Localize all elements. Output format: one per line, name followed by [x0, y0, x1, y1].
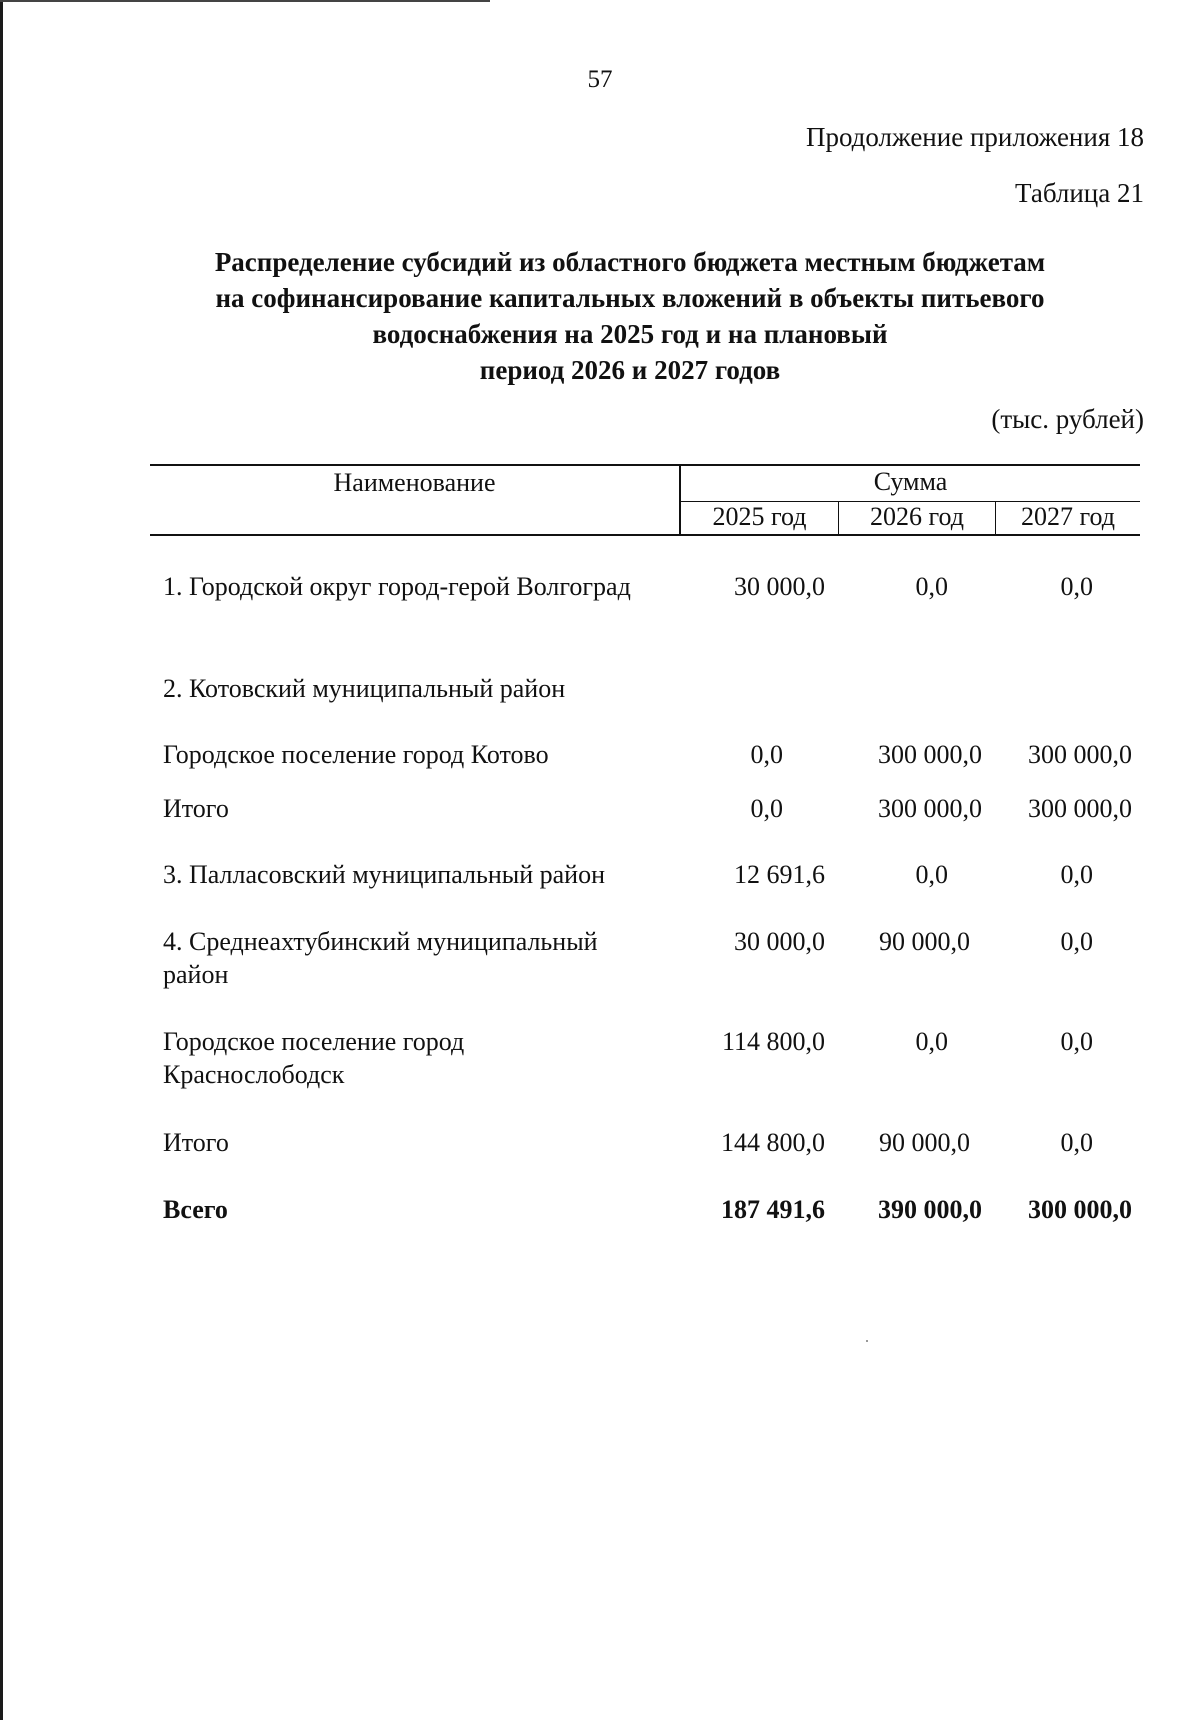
row-value-2026: 0,0	[915, 572, 948, 601]
row-name: 1. Городской округ город-герой Волгоград	[163, 572, 631, 601]
total-name: Всего	[163, 1195, 228, 1224]
row-value-2027: 0,0	[1060, 860, 1093, 889]
page-number: 57	[587, 66, 613, 93]
total-value-2027: 300 000,0	[1028, 1195, 1132, 1224]
row-value-2025: 12 691,6	[734, 860, 825, 889]
row-name: 2. Котовский муниципальный район	[163, 674, 566, 703]
row-value-2025: 0,0	[750, 794, 783, 823]
row-value-2026: 90 000,0	[879, 927, 970, 956]
row-name: 4. Среднеахтубинский муниципальный район	[163, 927, 598, 989]
units-label: (тыс. рублей)	[991, 404, 1144, 434]
row-value-2027: 0,0	[1060, 927, 1093, 956]
title-line: период 2026 и 2027 годов	[479, 355, 781, 385]
row-value-2027: 0,0	[1060, 572, 1093, 601]
header-sum: Сумма	[873, 467, 948, 496]
header-year-2026: 2026 год	[870, 502, 964, 531]
title-line: на софинансирование капитальных вложений в объекты питьевого	[215, 283, 1045, 313]
table-label: Таблица 21	[1015, 178, 1144, 208]
row-value-2026: 300 000,0	[878, 794, 982, 823]
document-title	[150, 244, 1110, 388]
title-line: водоснабжения на 2025 год и на плановый	[372, 319, 888, 349]
row-name: Городское поселение город Котово	[163, 740, 549, 769]
row-value-2027: 300 000,0	[1028, 740, 1132, 769]
row-value-2026: 90 000,0	[879, 1128, 970, 1157]
row-value-2025: 30 000,0	[734, 927, 825, 956]
scan-edge-top	[0, 0, 490, 2]
row-value-2027: 0,0	[1060, 1027, 1093, 1056]
scan-artifact	[866, 1340, 868, 1342]
row-name: 3. Палласовский муниципальный район	[163, 860, 605, 889]
row-value-2027: 0,0	[1060, 1128, 1093, 1157]
row-name: Итого	[163, 794, 229, 823]
scan-edge-left	[0, 0, 3, 1720]
header-year-2025: 2025 год	[712, 502, 807, 531]
table-header-bottom-rule	[150, 534, 1140, 536]
row-value-2025: 30 000,0	[734, 572, 825, 601]
total-value-2026: 390 000,0	[878, 1195, 982, 1224]
total-value-2025: 187 491,6	[721, 1195, 825, 1224]
row-value-2026: 300 000,0	[878, 740, 982, 769]
row-name: Городское поселение город Краснослободск	[163, 1027, 465, 1089]
row-value-2026: 0,0	[915, 860, 948, 889]
header-year-2027: 2027 год	[1021, 502, 1115, 531]
row-value-2025: 114 800,0	[721, 1027, 825, 1056]
row-value-2027: 300 000,0	[1028, 794, 1132, 823]
title-line: Распределение субсидий из областного бюджета местным бюджетам	[214, 247, 1046, 277]
appendix-note: Продолжение приложения 18	[805, 122, 1144, 152]
row-value-2026: 0,0	[915, 1027, 948, 1056]
row-value-2025: 0,0	[750, 740, 783, 769]
row-name: Итого	[163, 1128, 229, 1157]
table-top-rule	[150, 464, 1140, 466]
row-value-2025: 144 800,0	[721, 1128, 825, 1157]
header-name: Наименование	[333, 468, 496, 497]
